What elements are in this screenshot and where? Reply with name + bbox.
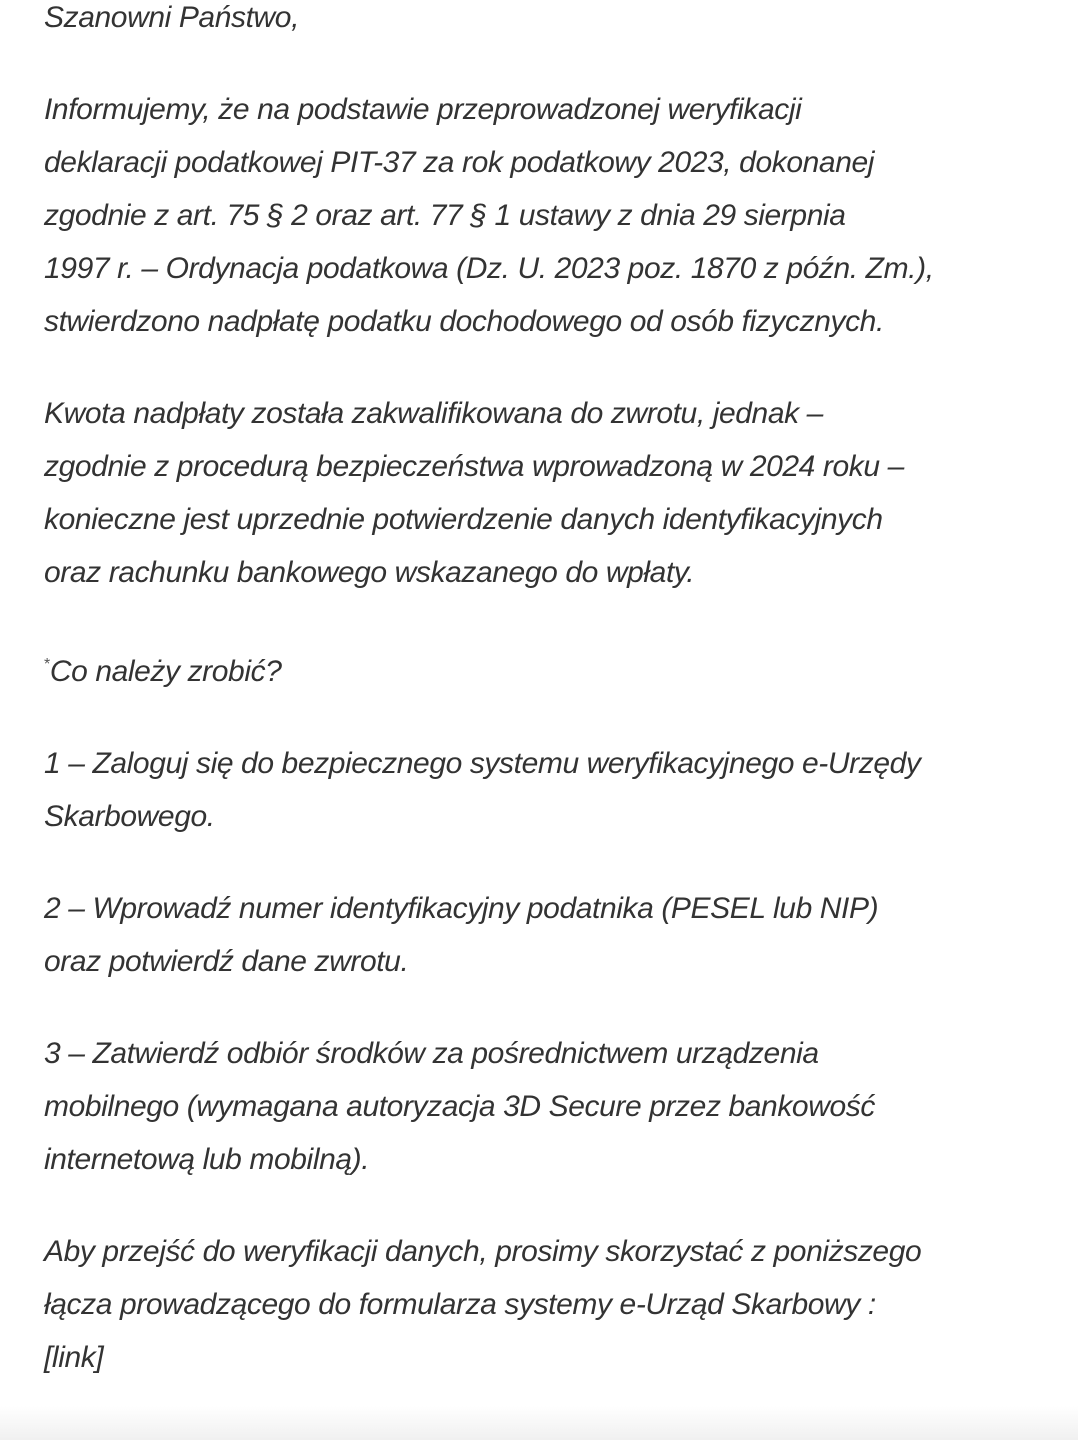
asterisk-marker: * [44, 656, 50, 673]
email-body [44, 0, 1058, 1423]
greeting [44, 0, 1058, 44]
text-line: konieczne jest uprzednie potwierdzenie danych identyfikacyjnych [44, 503, 883, 536]
text-line: 3 – Zatwierdź odbiór środków za pośrednictwem urządzenia [44, 1037, 819, 1070]
step-2 [44, 882, 1058, 988]
text-line: zgodnie z procedurą bezpieczeństwa wprowadzoną w 2024 roku – [44, 450, 904, 483]
text-line: Aby przejść do weryfikacji danych, prosimy skorzystać z poniższego [44, 1235, 922, 1268]
text-line: stwierdzono nadpłatę podatku dochodowego od osób fizycznych. [44, 305, 884, 338]
steps-heading-line [44, 638, 1058, 698]
text-line: Skarbowego. [44, 800, 215, 833]
text-line: zgodnie z art. 75 § 2 oraz art. 77 § 1 ustawy z dnia 29 sierpnia [44, 199, 846, 232]
step-1 [44, 737, 1058, 843]
text-line: 1 – Zaloguj się do bezpiecznego systemu weryfikacyjnego e-Urzędy [44, 747, 921, 780]
text-line: 1997 r. – Ordynacja podatkowa (Dz. U. 2023 poz. 1870 z późn. Zm.), [44, 252, 934, 285]
text-line: oraz potwierdź dane zwrotu. [44, 945, 409, 978]
paragraph-refund [44, 387, 1058, 599]
step-3 [44, 1027, 1058, 1186]
text-line: łącza prowadzącego do formularza systemy e-Urząd Skarbowy : [44, 1288, 876, 1321]
text-line: Informujemy, że na podstawie przeprowadzonej weryfikacji [44, 93, 802, 126]
text-line: deklaracji podatkowej PIT-37 za rok podatkowy 2023, dokonanej [44, 146, 875, 179]
text-line: internetową lub mobilną). [44, 1143, 370, 1176]
text-line: 2 – Wprowadź numer identyfikacyjny podatnika (PESEL lub NIP) [44, 892, 879, 925]
link-placeholder[interactable]: [link] [44, 1341, 104, 1374]
steps-heading-text: Co należy zrobić? [49, 655, 282, 688]
closing-paragraph [44, 1225, 1058, 1384]
bottom-fade [0, 1406, 1078, 1440]
text-line: oraz rachunku bankowego wskazanego do wpłaty. [44, 556, 695, 589]
text-line: mobilnego (wymagana autoryzacja 3D Secure przez bankowość [44, 1090, 875, 1123]
greeting-line: Szanowni Państwo, [44, 1, 300, 34]
paragraph-verification [44, 83, 1058, 348]
steps-heading [44, 638, 1058, 698]
text-line: Kwota nadpłaty została zakwalifikowana do zwrotu, jednak – [44, 397, 823, 430]
